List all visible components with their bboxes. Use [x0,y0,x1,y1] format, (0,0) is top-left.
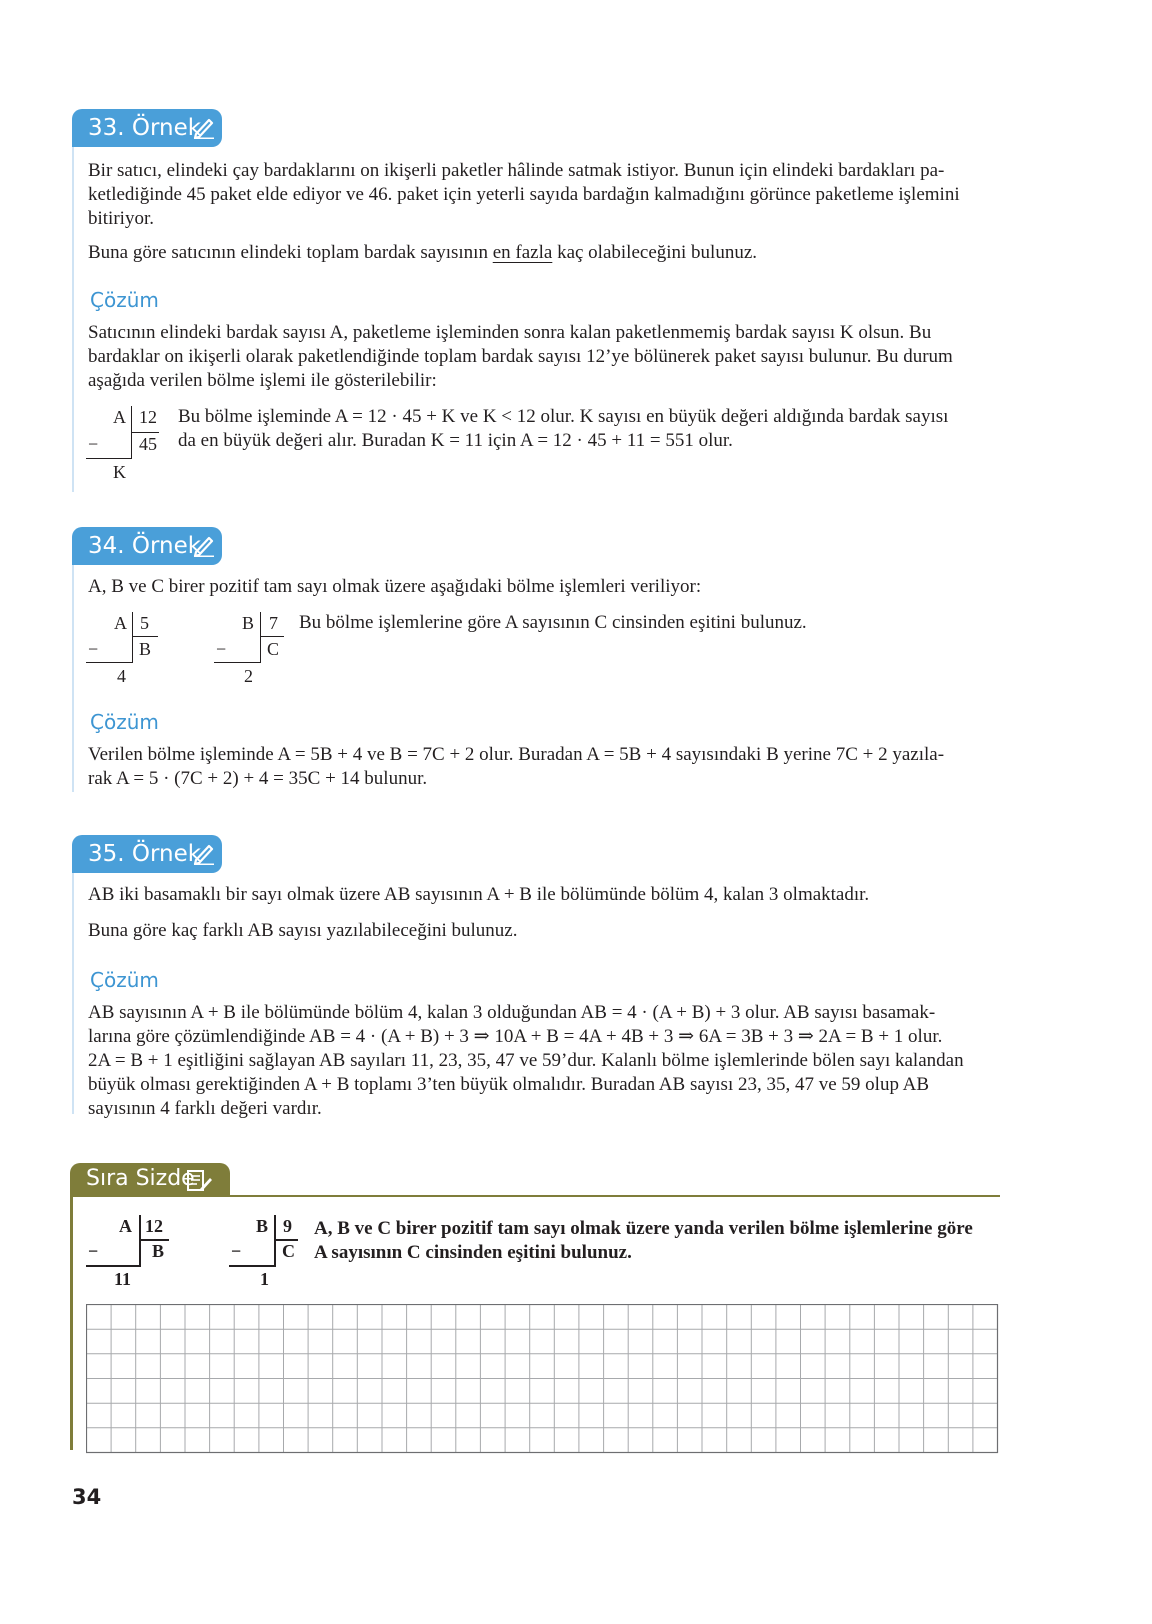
ex33-solution-line2: bardaklar on ikişerli olarak paketlendiğinde toplam bardak sayısı 12’ye bölünerek paket sayısı bulunur. Bu durum [88,346,953,367]
minus-sign: − [231,1241,242,1261]
remainder: 1 [260,1269,269,1289]
section-rule-34 [72,564,74,792]
division-bar-horizontal [260,636,284,637]
ex33-text-line1: Bir satıcı, elindeki çay bardaklarını on ikişerli paketler hâlinde satmak istiyor. Bunun için elindeki bardakları pa- [88,160,945,181]
remainder: 4 [117,666,126,686]
ex35-cozum-heading: Çözüm [90,968,159,992]
quotient: C [267,639,280,659]
example-35-badge [72,835,222,873]
divisor: 9 [283,1216,292,1236]
ex33-cozum-heading: Çözüm [90,288,159,312]
subtraction-line [86,458,132,459]
sira-question-line2: A sayısının C cinsinden eşitini bulunuz. [314,1242,632,1263]
division-bar-horizontal [139,1239,169,1241]
sira-sizde-title: Sıra Sizde [86,1166,195,1191]
ex33-question [88,240,757,265]
section-rule-35 [72,872,74,1114]
example-33-title: 33. Örnek [88,115,202,141]
minus-sign: − [216,639,227,659]
ex33-question-emphasis: en fazla [492,242,553,263]
division-bar-horizontal [131,432,159,433]
divisor: 12 [145,1216,163,1236]
subtraction-line [86,662,133,663]
quotient: C [282,1241,295,1261]
sira-question-line1: A, B ve C birer pozitif tam sayı olmak üzere yanda verilen bölme işlemlerine göre [314,1218,973,1239]
ex33-question-part1: Buna göre satıcının elindeki toplam bardak sayısının [88,242,493,263]
sira-sizde-rule-left [70,1196,73,1450]
example-34-badge [72,527,222,565]
ex35-solution-line5: sayısının 4 farklı değeri vardır. [88,1098,322,1119]
example-34-title: 34. Örnek [88,533,202,559]
ex33-solution-line3: aşağıda verilen bölme işlemi ile gösterilebilir: [88,370,437,391]
minus-sign: − [88,434,99,454]
division-bar-vertical [260,612,261,662]
page-number: 34 [72,1485,102,1509]
ex34-solution-line2: rak A = 5 · (7C + 2) + 4 = 35C + 14 bulunur. [88,768,428,789]
ex35-solution-line4: büyük olması gerektiğinden A + B toplamı 3’ten büyük olmalıdır. Buradan AB sayısı 23, 35, 47 ve 59 olup AB [88,1074,930,1095]
ex35-solution-line1: AB sayısının A + B ile bölümünde bölüm 4, kalan 3 olduğundan AB = 4 · (A + B) + 3 olur. AB sayısı basamak- [88,1002,936,1023]
ex35-solution-line3: 2A = B + 1 eşitliğini sağlayan AB sayıları 11, 23, 35, 47 ve 59’dur. Kalanlı bölme işlemlerinde bölen sayı kalandan [88,1050,964,1071]
section-rule-33 [72,146,74,492]
pencil-icon [192,843,216,865]
remainder: 2 [244,666,253,686]
subtraction-line [214,662,261,663]
ex35-solution-line2: larına göre çözümlendiğinde AB = 4 · (A + B) + 3 ⇒ 10A + B = 4A + 4B + 3 ⇒ 6A = 3B + 3 ⇒ 2A = B + 1 olur. [88,1026,943,1047]
divisor: 7 [269,613,278,633]
dividend: A [119,1216,132,1236]
ex35-text-line1: AB iki basamaklı bir sayı olmak üzere AB sayısının A + B ile bölümünde bölüm 4, kalan 3 olmaktadır. [88,884,870,905]
ex34-text-line1: A, B ve C birer pozitif tam sayı olmak üzere aşağıdaki bölme işlemleri veriliyor: [88,576,702,597]
remainder: K [113,462,126,482]
ex33-question-part2: kaç olabileceğini bulunuz. [552,242,758,263]
ex34-cozum-heading: Çözüm [90,710,159,734]
ex33-division [86,406,166,486]
ex33-solution-line5: da en büyük değeri alır. Buradan K = 11 için A = 12 · 45 + 11 = 551 olur. [178,430,733,451]
example-35-title: 35. Örnek [88,841,202,867]
ex33-solution-line1: Satıcının elindeki bardak sayısı A, paketleme işleminden sonra kalan paketlenmemiş bardak sayısı K olsun. Bu [88,322,932,343]
dividend: B [242,613,255,633]
ex34-division-1 [86,612,166,692]
sira-sizde-rule-top [228,1195,1000,1197]
ex35-question: Buna göre kaç farklı AB sayısı yazılabileceğini bulunuz. [88,920,518,941]
quotient: 45 [139,434,157,454]
divisor: 12 [139,407,157,427]
divisor: 5 [140,613,149,633]
ex34-question: Bu bölme işlemlerine göre A sayısının C cinsinden eşitini bulunuz. [299,612,807,633]
quotient: B [152,1241,165,1261]
notepad-pencil-icon [186,1169,214,1193]
remainder: 11 [114,1269,132,1289]
ex34-division-2 [214,612,294,692]
subtraction-line [229,1265,276,1267]
example-33-badge [72,109,222,147]
quotient: B [139,639,152,659]
division-bar-horizontal [132,636,158,637]
pencil-icon [192,535,216,557]
ex33-text-line2: ketlediğinde 45 paket elde ediyor ve 46. paket için yeterli sayıda bardağın kalmadığını görünce paketleme işlemini [88,184,960,205]
ex33-text-line3: bitiriyor. [88,208,154,229]
sira-division-1 [86,1215,172,1295]
division-bar-horizontal [274,1239,298,1241]
dividend: A [114,613,127,633]
ex33-solution-line4: Bu bölme işleminde A = 12 · 45 + K ve K < 12 olur. K sayısı en büyük değeri aldığında bardak sayısı [178,406,949,427]
dividend: A [113,407,126,427]
answer-grid[interactable] [86,1304,999,1454]
ex34-solution-line1: Verilen bölme işleminde A = 5B + 4 ve B = 7C + 2 olur. Buradan A = 5B + 4 sayısındaki B yerine 7C + 2 yazıla- [88,744,945,765]
minus-sign: − [88,1241,99,1261]
minus-sign: − [88,639,99,659]
sira-sizde-badge [70,1163,230,1197]
subtraction-line [86,1265,141,1267]
pencil-icon [192,117,216,139]
sira-division-2 [229,1215,309,1295]
division-bar-vertical [132,612,133,662]
dividend: B [256,1216,269,1236]
